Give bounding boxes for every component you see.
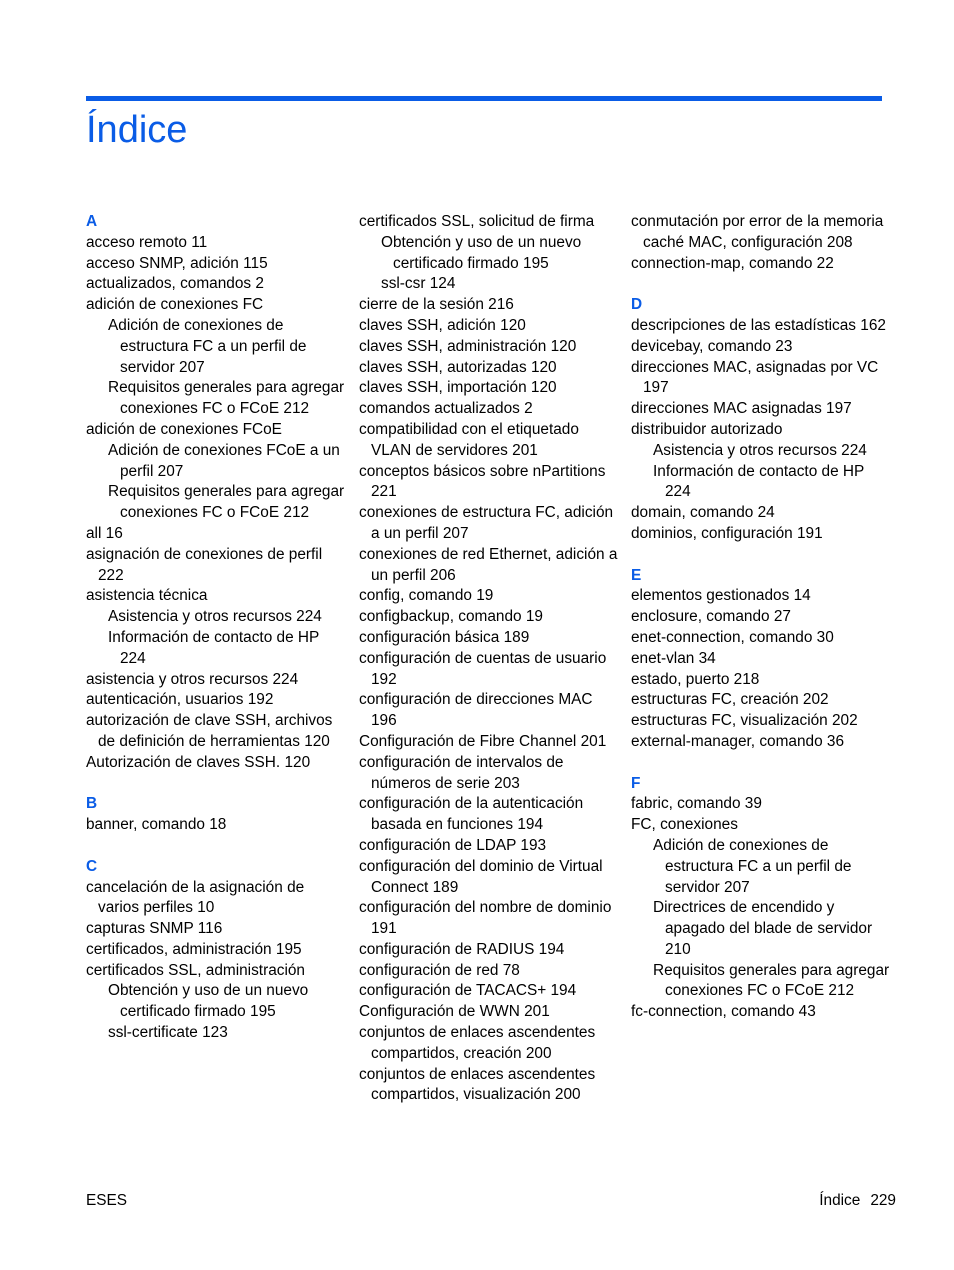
index-entry: comandos actualizados 2 [359, 400, 533, 418]
index-entry: Configuración de Fibre Channel 201 [359, 732, 607, 750]
index-entry: certificados, administración 195 [86, 940, 302, 958]
index-subentry: Obtención y uso de un nuevo certificado firmado 195 [381, 233, 582, 272]
index-entry: configuración de la autenticación basada en funciones 194 [359, 795, 584, 834]
index-entry: certificados SSL, solicitud de firma [359, 213, 595, 230]
index-subentry: Información de contacto de HP 224 [653, 462, 865, 501]
index-section [631, 774, 893, 1024]
index-entry: configuración de red 78 [359, 961, 520, 979]
index-subentry: Información de contacto de HP 224 [108, 628, 320, 667]
index-entry: autenticación, usuarios 192 [86, 691, 274, 709]
index-subentry: Obtención y uso de un nuevo certificado firmado 195 [108, 982, 309, 1021]
index-entry: configuración de RADIUS 194 [359, 940, 565, 958]
index-entry: conjuntos de enlaces ascendentes compartidos, creación 200 [359, 1024, 596, 1062]
index-entry: direcciones MAC asignadas 197 [631, 400, 852, 418]
index-entry: configuración del nombre de dominio 191 [359, 899, 612, 938]
index-entry: estado, puerto 218 [631, 670, 760, 688]
index-column-1 [86, 212, 348, 1065]
index-entry: conexiones de red Ethernet, adición a un perfil 206 [359, 545, 618, 584]
index-subentry: Directrices de encendido y apagado del blade de servidor 210 [653, 899, 873, 958]
index-subentry: Requisitos generales para agregar conexiones FC o FCoE 212 [108, 379, 345, 418]
section-letter: D [631, 296, 643, 314]
index-entry: dominios, configuración 191 [631, 524, 823, 542]
index-column-2 [359, 212, 621, 1127]
index-entry: configuración de TACACS+ 194 [359, 982, 577, 1000]
index-subentry: Requisitos generales para agregar conexiones FC o FCoE 212 [653, 961, 890, 1000]
section-letter: C [86, 857, 98, 875]
index-entry: estructuras FC, creación 202 [631, 691, 829, 709]
index-entry: conmutación por error de la memoria caché MAC, configuración 208 [631, 213, 884, 251]
index-section [86, 794, 348, 836]
index-entry: banner, comando 18 [86, 816, 227, 834]
index-entry: configuración de LDAP 193 [359, 836, 547, 854]
index-entry: elementos gestionados 14 [631, 587, 811, 605]
index-entry: asignación de conexiones de perfil 222 [86, 545, 323, 584]
index-entry: compatibilidad con el etiquetado VLAN de servidores 201 [359, 420, 579, 459]
index-entry: direcciones MAC, asignadas por VC 197 [631, 358, 879, 397]
index-subentry: ssl-csr 124 [381, 275, 456, 293]
index-entry: all 16 [86, 524, 123, 542]
index-section [359, 212, 621, 1106]
index-entry: configuración de cuentas de usuario 192 [359, 649, 607, 688]
index-entry: descripciones de las estadísticas 162 [631, 316, 886, 334]
index-entry: claves SSH, administración 120 [359, 337, 577, 355]
section-letter: B [86, 795, 98, 813]
index-subentry: Requisitos generales para agregar conexiones FC o FCoE 212 [108, 483, 345, 522]
index-section [86, 212, 348, 774]
index-entry: adición de conexiones FCoE [86, 420, 282, 438]
index-entry: conexiones de estructura FC, adición a un perfil 207 [359, 504, 614, 542]
index-entry: devicebay, comando 23 [631, 337, 793, 355]
index-entry: Autorización de claves SSH. 120 [86, 753, 311, 771]
section-letter: F [631, 774, 641, 792]
index-entry: domain, comando 24 [631, 504, 775, 522]
index-subentry: Asistencia y otros recursos 224 [108, 608, 322, 626]
index-entry: enet-vlan 34 [631, 649, 716, 667]
footer-page-number: 229 [870, 1192, 896, 1209]
index-section [631, 295, 893, 545]
index-entry: configuración de direcciones MAC 196 [359, 691, 593, 730]
index-entry: fabric, comando 39 [631, 795, 762, 813]
index-entry: adición de conexiones FC [86, 296, 264, 314]
index-entry: external-manager, comando 36 [631, 732, 845, 750]
index-entry: asistencia y otros recursos 224 [86, 670, 299, 688]
index-entry: asistencia técnica [86, 587, 208, 605]
index-entry: enclosure, comando 27 [631, 608, 791, 626]
index-entry: acceso remoto 11 [86, 233, 208, 251]
index-entry: enet-connection, comando 30 [631, 628, 834, 646]
index-section [631, 566, 893, 753]
index-entry: conceptos básicos sobre nPartitions 221 [359, 462, 606, 501]
index-entry: cierre de la sesión 216 [359, 296, 514, 314]
header-rule [86, 96, 882, 101]
index-entry: config, comando 19 [359, 587, 494, 605]
index-entry: capturas SNMP 116 [86, 920, 223, 938]
index-subentry: Asistencia y otros recursos 224 [653, 441, 867, 459]
index-entry: configbackup, comando 19 [359, 608, 543, 626]
index-entry: conjuntos de enlaces ascendentes compartidos, visualización 200 [359, 1065, 596, 1104]
footer-page-label [819, 1190, 896, 1212]
index-entry: acceso SNMP, adición 115 [86, 254, 268, 272]
page-title: Índice [86, 109, 188, 151]
index-entry: claves SSH, adición 120 [359, 316, 526, 334]
index-entry: cancelación de la asignación de varios perfiles 10 [86, 878, 305, 917]
footer-section-name: Índice [819, 1192, 861, 1209]
index-entry: configuración básica 189 [359, 628, 530, 646]
index-column-3 [631, 212, 893, 1044]
section-letter: E [631, 566, 642, 584]
index-entry: configuración del dominio de Virtual Connect 189 [359, 857, 603, 896]
index-subentry: Adición de conexiones de estructura FC a un perfil de servidor 207 [653, 836, 852, 896]
index-section [86, 857, 348, 1044]
index-entry: Configuración de WWN 201 [359, 1003, 550, 1021]
index-entry: estructuras FC, visualización 202 [631, 712, 858, 730]
index-entry: connection-map, comando 22 [631, 254, 834, 272]
index-entry: autorización de clave SSH, archivos de definición de herramientas 120 [86, 712, 333, 750]
index-entry: FC, conexiones [631, 816, 738, 834]
index-entry: certificados SSL, administración [86, 961, 305, 979]
index-entry: claves SSH, autorizadas 120 [359, 358, 557, 376]
index-subentry: Adición de conexiones de estructura FC a un perfil de servidor 207 [108, 316, 307, 376]
section-letter: A [86, 213, 98, 230]
index-entry: fc-connection, comando 43 [631, 1003, 816, 1021]
index-section [631, 212, 893, 274]
index-entry: distribuidor autorizado [631, 420, 783, 438]
index-subentry: ssl-certificate 123 [108, 1024, 228, 1042]
index-entry: configuración de intervalos de números de serie 203 [359, 753, 564, 792]
index-entry: claves SSH, importación 120 [359, 379, 557, 397]
index-subentry: Adición de conexiones FCoE a un perfil 207 [108, 441, 340, 480]
index-entry: actualizados, comandos 2 [86, 275, 264, 293]
footer-locale: ESES [86, 1192, 128, 1209]
